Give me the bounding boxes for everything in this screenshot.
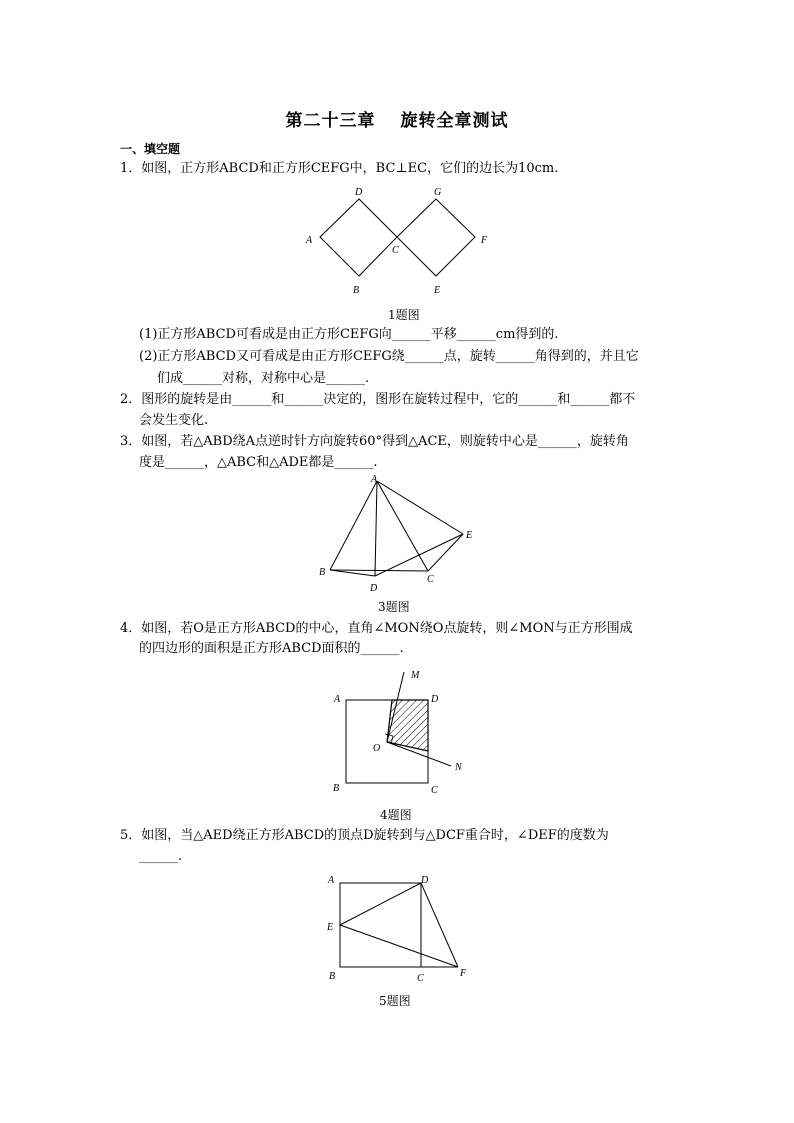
q1-figure [300,182,500,300]
q4-line2: 的四边形的面积是正方形ABCD面积的______. [139,641,404,656]
q3-caption: 3题图 [378,600,410,614]
q1-sub1: (1)正方形ABCD可看成是由正方形CEFG向______平移______cm得到的. [139,327,559,342]
label-c: C [427,574,434,585]
label-a: A [328,875,335,886]
label-o: O [373,743,381,754]
label-b: B [333,783,340,794]
label-c: C [431,785,438,796]
q5-line1: 5．如图，当△AED绕正方形ABCD的顶点D旋转到与△DCF重合时，∠DEF的度数为 [120,828,609,843]
section-heading: 一、填空题 [120,142,181,156]
label-b: B [329,971,336,982]
q4-figure [320,662,480,804]
label-c: C [417,973,424,984]
label-d: D [431,694,439,705]
q5-caption: 5题图 [379,994,411,1008]
label-f: F [460,968,467,979]
label-d: D [355,187,363,198]
q4-line1: 4．如图，若O是正方形ABCD的中心，直角∠MON绕O点旋转，则∠MON与正方形围成 [120,621,633,636]
label-d: D [370,583,378,594]
square-cefg [397,199,475,276]
label-a: A [306,235,313,246]
label-e: E [466,530,473,541]
q5-line2: ______. [139,849,183,864]
label-g: G [434,187,442,198]
label-a: A [371,474,378,485]
square-abcd [320,199,397,276]
label-a: A [334,694,341,705]
label-b: B [319,567,326,578]
label-n: N [455,762,462,773]
q1-stem: 1．如图，正方形ABCD和正方形CEFG中，BC⊥EC，它们的边长为10cm. [120,161,559,176]
q1-sub2b: 们成______对称，对称中心是______. [157,371,370,386]
q4-caption: 4题图 [380,808,412,822]
label-e: E [434,285,441,296]
label-c: C [392,245,399,256]
q3-line1: 3．如图，若△ABD绕A点逆时针方向旋转60°得到△ACE，则旋转中心是______，旋转角 [120,434,629,449]
q1-sub2a: (2)正方形ABCD又可看成是由正方形CEFG绕______点，旋转______角得到的，并且它 [139,349,639,364]
q3-line2: 度是______，△ABC和△ADE都是______. [139,455,378,470]
page-title: 第二十三章 旋转全章测试 [285,111,509,131]
label-e: E [327,922,334,933]
label-f: F [481,235,488,246]
shaded-region [387,700,428,751]
q1-caption: 1题图 [388,308,420,322]
q2-line2: 会发生变化. [139,413,209,428]
q5-figure [320,868,480,986]
q2-line1: 2．图形的旋转是由______和______决定的，图形在旋转过程中，它的______和______都不 [120,392,636,407]
label-d: D [421,875,429,886]
label-m: M [411,670,420,681]
q3-figure [310,470,490,596]
label-b: B [353,285,360,296]
